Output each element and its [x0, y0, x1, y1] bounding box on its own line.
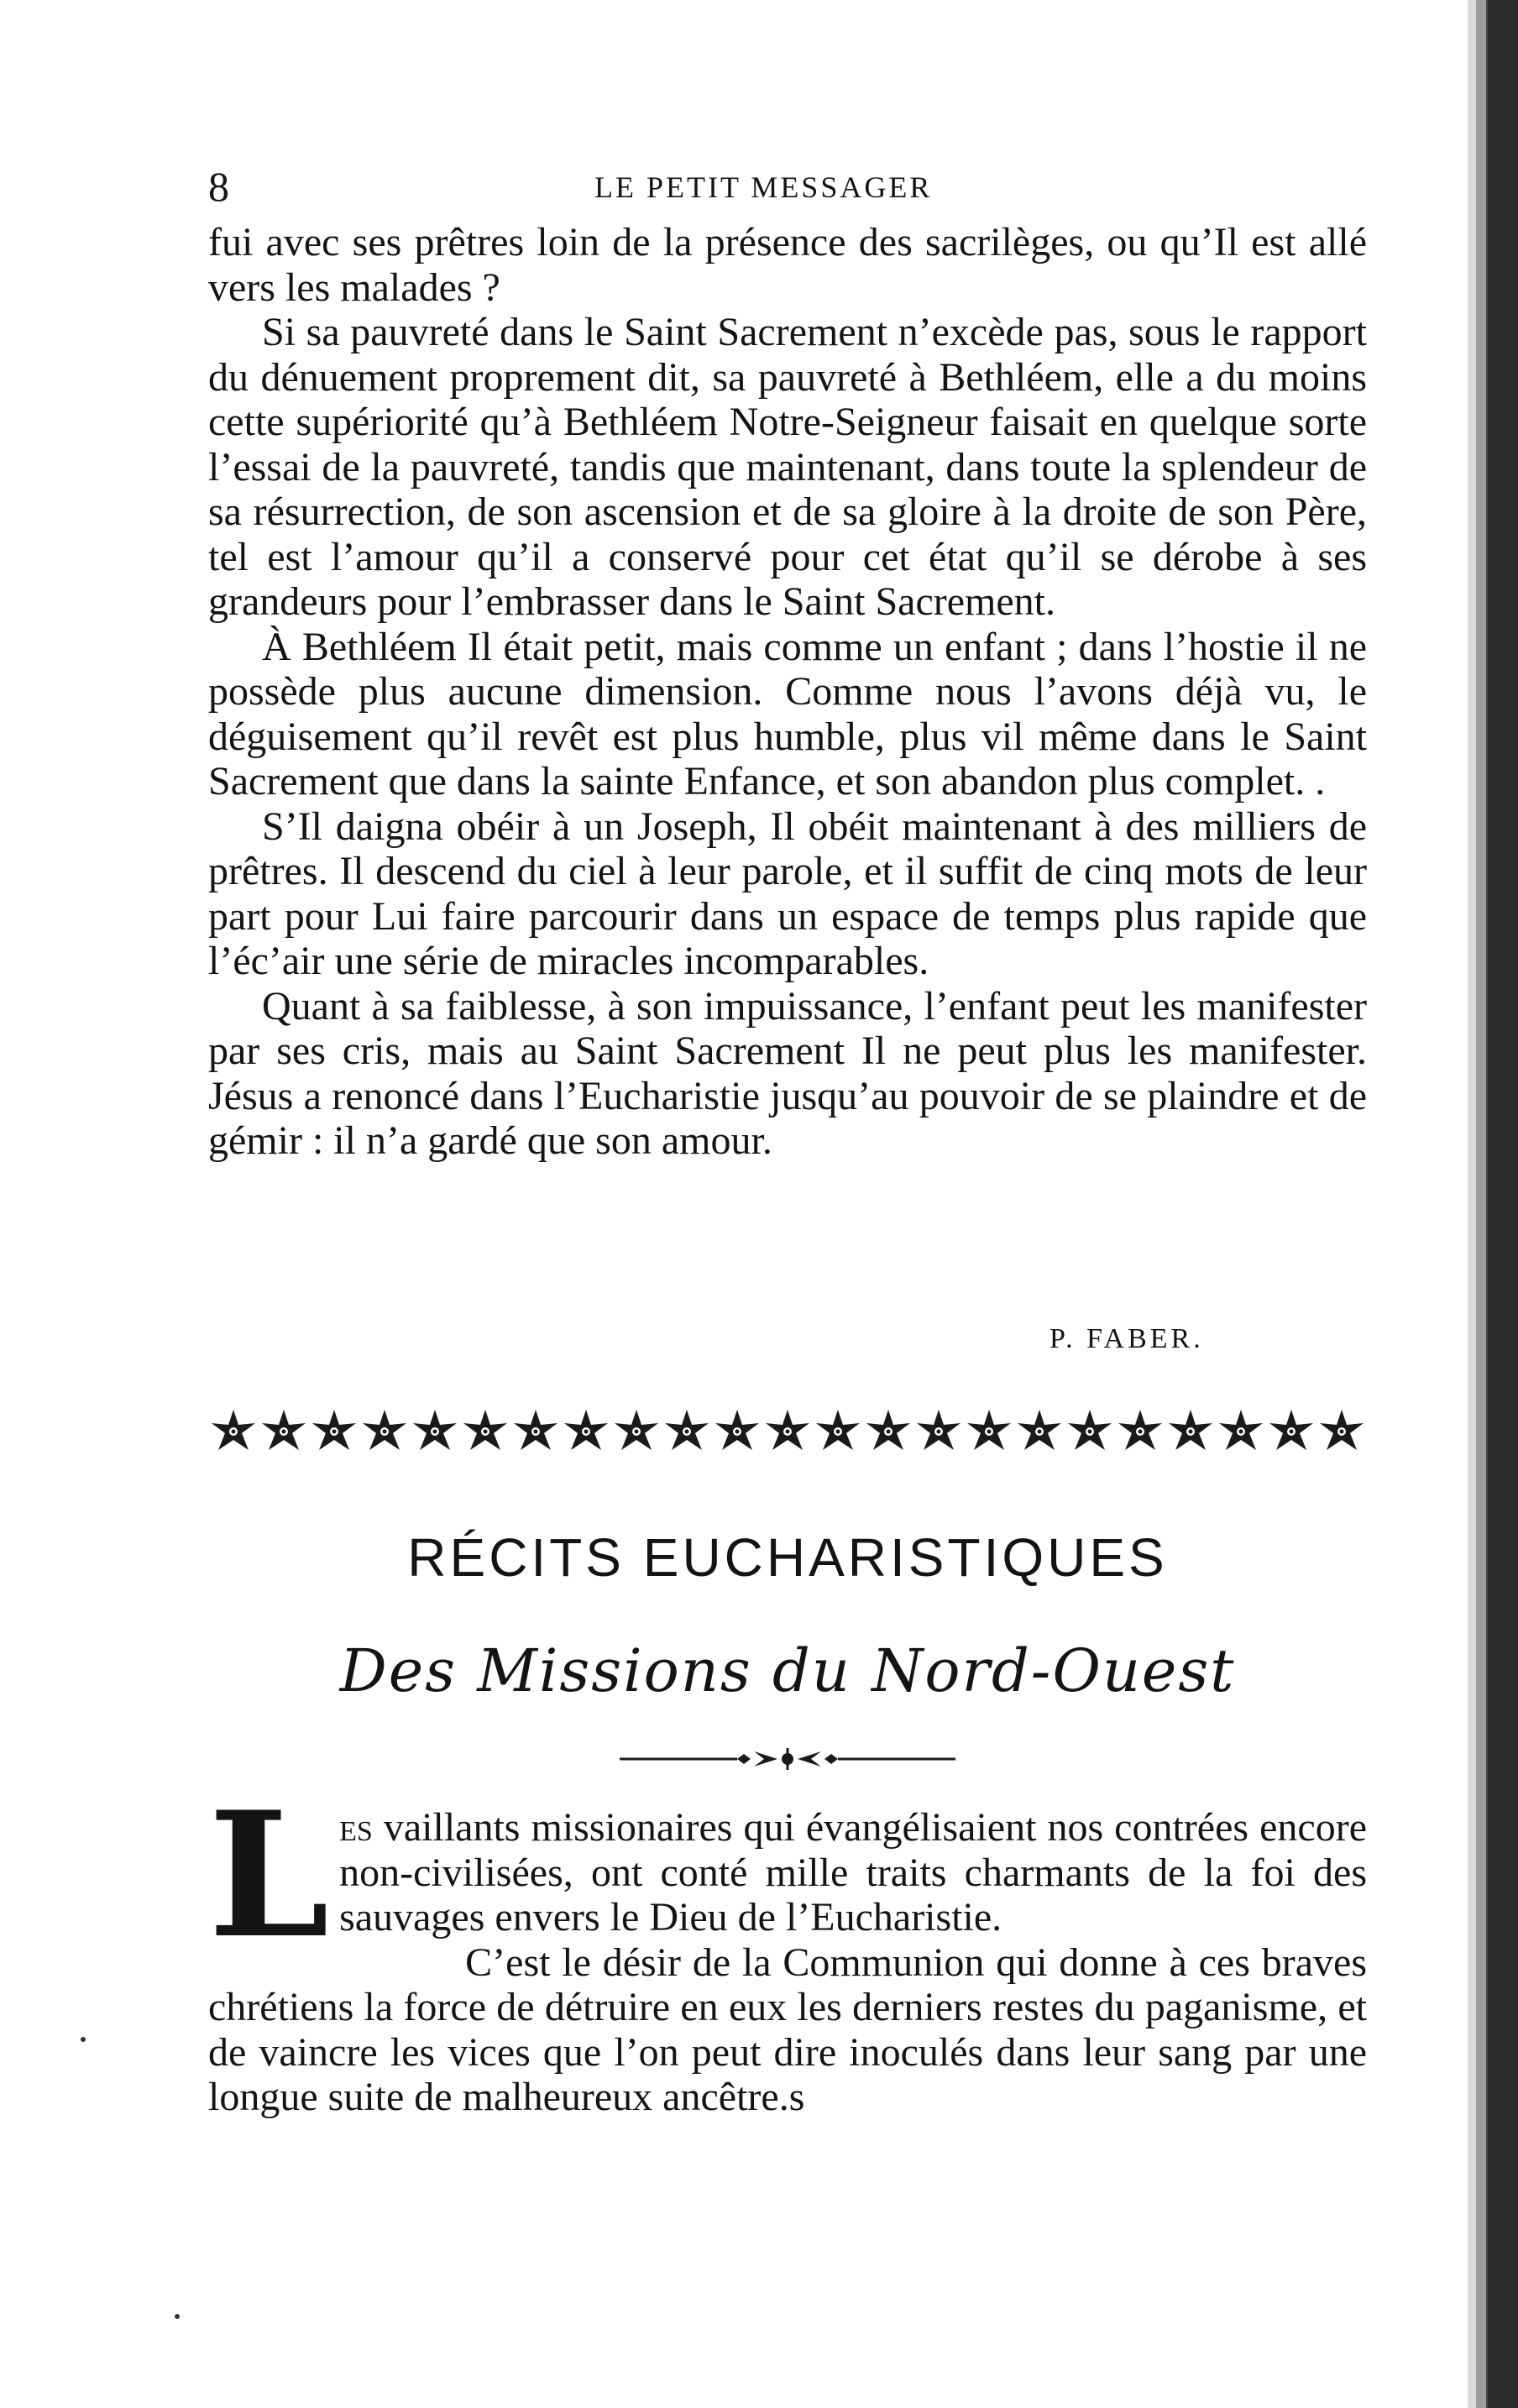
paragraph: fui avec ses prêtres loin de la présence des sacrilèges, ou qu’Il est allé vers les malades ?: [208, 220, 1367, 310]
section-title: RÉCITS EUCHARISTIQUES: [407, 1527, 1168, 1588]
paragraph: Quant à sa faiblesse, à son impuissance, l’enfant peut les manifester par ses cris, mais au Saint Sacrement Il ne peut plus les manifester. Jésus a renoncé dans l’Eucharistie jusqu’au pouvoir de se plaindre et de gémir : il n’a gardé que son amour.: [208, 983, 1367, 1163]
ornament-flower: [917, 1410, 961, 1450]
ornament-flower: [665, 1410, 709, 1450]
ornament-flower: [1169, 1410, 1212, 1450]
ornamental-border: [208, 1398, 1367, 1465]
paragraph: À Bethléem Il était petit, mais comme un enfant ; dans l’hostie il ne possède plus aucune dimension. Comme nous l’avons déjà vu, le déguisement qu’il revêt est plus humble, plus vil même dans le Saint Sacrement que dans la sainte Enfance, et son abandon plus complet. .: [208, 624, 1367, 804]
page-number: 8: [208, 163, 229, 210]
ornament-flower: [413, 1410, 457, 1450]
ornament-flower: [363, 1410, 406, 1450]
ornament-flower: [715, 1410, 759, 1450]
paragraph: S’Il daigna obéir à un Joseph, Il obéit maintenant à des milliers de prêtres. Il descend du ciel à leur parole, et il suffit de cinq mots de leur part pour Lui faire parcourir dans un espace de temps plus rapide que l’éc’air une série de miracles incomparables.: [208, 804, 1367, 983]
ornament-flower: [262, 1410, 306, 1450]
article-paragraph: C’est le désir de la Communion qui donne à ces braves chrétiens la force de détruire en eux les derniers restes du paganisme, et de vaincre les vices que l’on peut dire inoculés dans leur sang par une longue suite de malheureux ancêtre.s: [208, 1939, 1367, 2119]
article-paragraph: [208, 1775, 1367, 1976]
page-header: [208, 161, 1367, 212]
first-paragraph-rest: vaillants missionaires qui évangélisaient nos contrées encore non-civilisées, ont conté mille traits charmants de la foi des sauvages envers le Dieu de l’Eucharistie.: [339, 1805, 1367, 1939]
ornament-flower: [967, 1410, 1011, 1450]
ornament-flower: [1118, 1410, 1162, 1450]
first-word-rest: es: [339, 1805, 373, 1850]
ornament-flower: [1219, 1410, 1263, 1450]
running-title: LE PETIT MESSAGER: [594, 170, 933, 204]
page-edge-shadow: [1453, 0, 1518, 2408]
ornament-flower: [615, 1410, 658, 1450]
article-text: [208, 1775, 1367, 2120]
ornament-flower: [766, 1410, 809, 1450]
ornament-flower: [312, 1410, 356, 1450]
body-text: [208, 220, 1367, 1164]
paragraph: Si sa pauvreté dans le Saint Sacrement n’excède pas, sous le rapport du dénuement proprement dit, sa pauvreté à Bethléem, elle a du moins cette supériorité qu’à Bethléem Notre-Seigneur faisait en quelque sorte l’essai de la pauvreté, tandis que maintenant, dans toute la splendeur de sa résurrection, de son ascension et de sa gloire à la droite de son Père, tel est l’amour qu’il a conservé pour cet état qu’il se dérobe à ses grandeurs pour l’embrasser dans le Saint Sacrement.: [208, 310, 1367, 624]
section-subtitle: Des Missions du Nord-Ouest: [339, 1636, 1236, 1705]
author-signature: P. FABER.: [1050, 1323, 1204, 1354]
ornament-flower: [1320, 1410, 1364, 1450]
page-speck: [81, 2037, 86, 2042]
ornament-flower: [1068, 1410, 1112, 1450]
ornament-flower: [564, 1410, 608, 1450]
ornament-flower: [514, 1410, 557, 1450]
ornament-flower: [463, 1410, 507, 1450]
ornament-flower: [816, 1410, 860, 1450]
drop-cap: L: [208, 1775, 330, 1976]
decorative-divider: [620, 1746, 955, 1772]
ornament-flower: [212, 1410, 255, 1450]
ornament-flower: [1269, 1410, 1313, 1450]
ornament-flower: [1018, 1410, 1061, 1450]
page-speck: [175, 2314, 180, 2319]
ornament-flower: [866, 1410, 910, 1450]
